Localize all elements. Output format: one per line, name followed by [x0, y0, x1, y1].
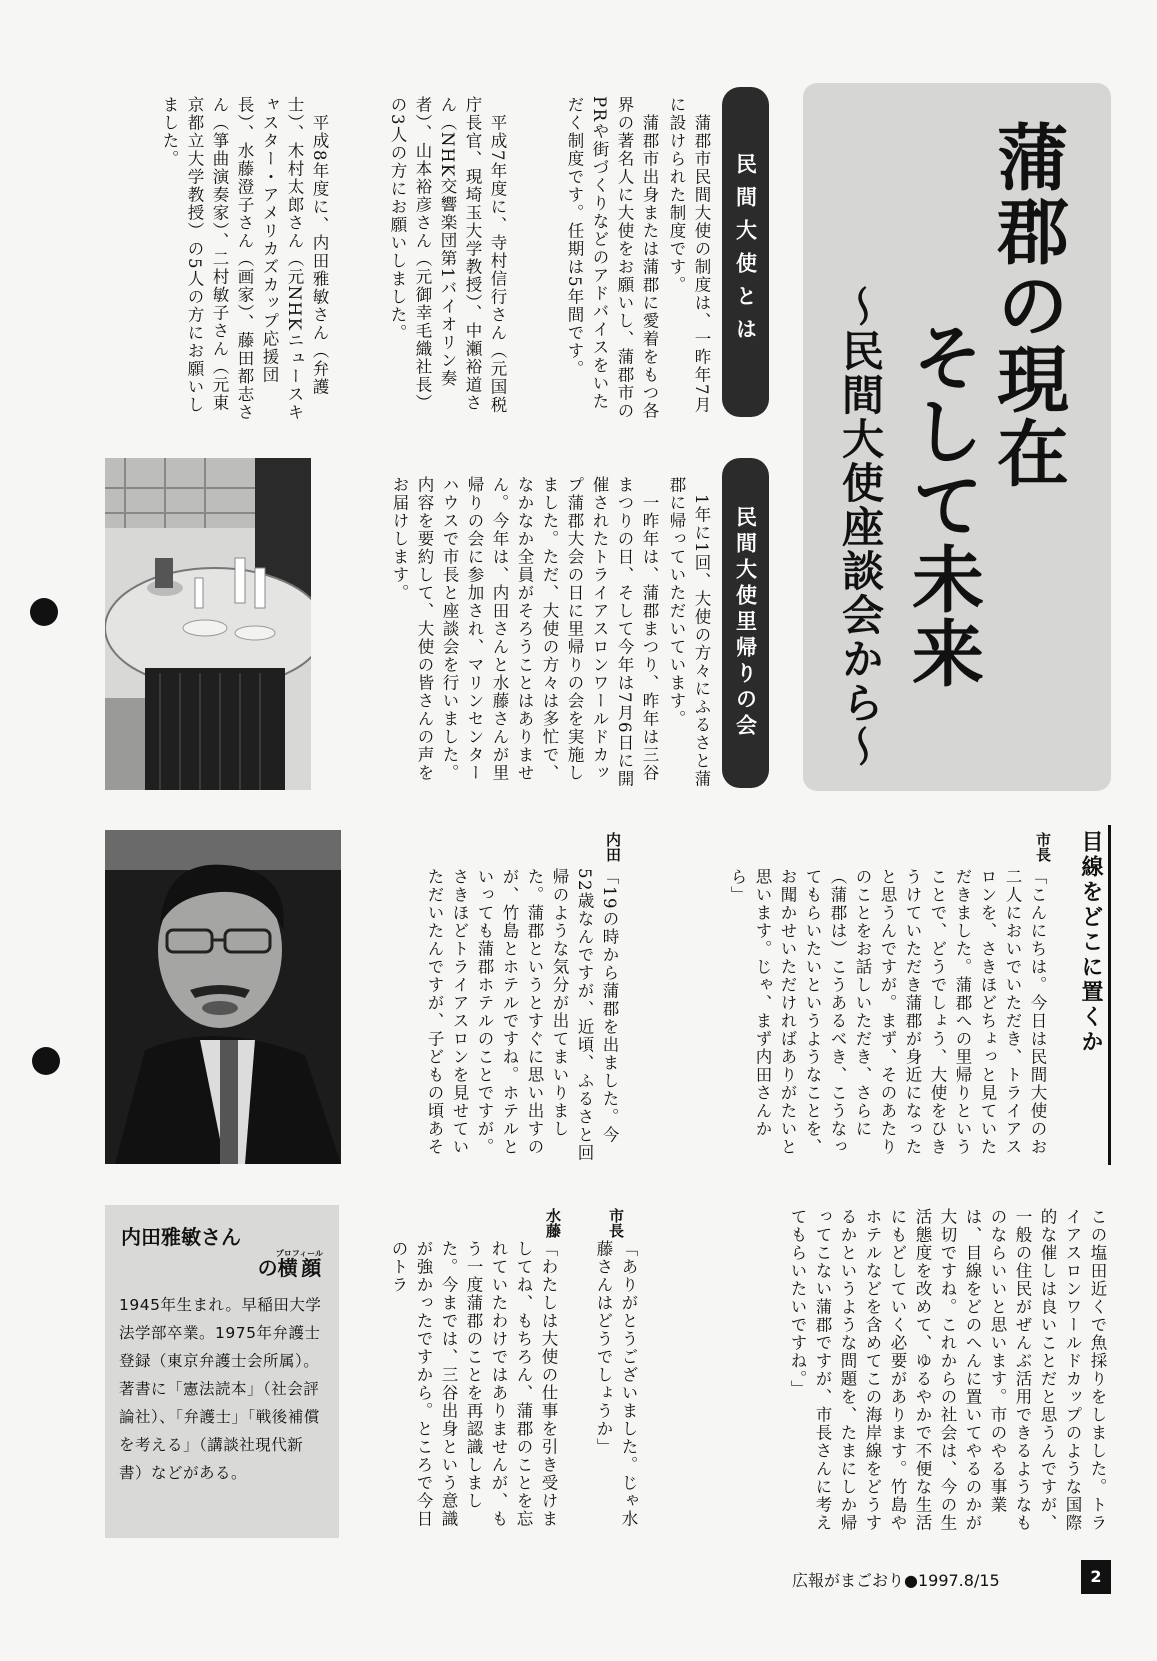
section-rule: [1108, 825, 1111, 1165]
uchida-remark-1: 「19の時から蒲郡を出ました。今52歳なんですが、近頃、ふるさと回帰のような気分が出てまいりました。蒲郡というとすぐに思い出すのが、竹島とホテルですね。ホテルといっても蒲郡ホテルのことですが。さきほどトライアスロンを見せていただいたんですが、子どもの頃あそ: [425, 868, 619, 1162]
section1-paragraph-2: 蒲郡市出身または蒲郡に愛着をもつ各界の著名人に大使をお願いし、蒲郡市のPRや街づくりなどのアドバイスをいただく制度です。任期は5年間です。: [565, 96, 659, 420]
photo-uchida-portrait-image: [105, 830, 341, 1164]
title-line-2: そして未来: [900, 320, 984, 690]
section-heading-viewpoint: 目線をどこに置くか: [1078, 830, 1103, 1055]
photo-meeting-table: [105, 458, 311, 790]
section1-paragraph-3: 平成7年度に、寺村信行さん（元国税庁長官、現埼玉大学教授）、中瀬裕道さん（NHK交響楽団第1バイオリン奏者）、山本裕彦さん（元御幸毛織社長）の3人の方にお願いしました。: [388, 96, 507, 414]
section-heading-homecoming: 民間大使里帰りの会: [722, 458, 769, 788]
profile-title-word: 横顔プロフィール: [275, 1249, 323, 1280]
profile-name: 内田雅敏さん: [121, 1225, 241, 1249]
suito-remark-1: 「わたしは大使の仕事を引き受けましてね、もちろん、蒲郡のことを忘れていたわけではありませんが、もう一度蒲郡のことを再認識しました。今までは、三谷出身という意識が強かったですから。ところで今日のトラ: [389, 1240, 558, 1528]
page-number: 2: [1081, 1560, 1111, 1594]
speaker-suito-1: 水藤: [544, 1208, 562, 1238]
speaker-mayor-1: 市長: [1034, 832, 1052, 862]
section1-paragraph-4: 平成8年度に、内田雅敏さん（弁護士）、木村太郎さん（元NHKニュースキャスター・アメリカズカップ応援団長）、水藤澄子さん（画家）、藤田都志さん（箏曲演奏家）、二村敏子さん（元東京都立大学教授）の5人の方にお願いしました。: [160, 96, 329, 422]
section1-paragraph-1: 蒲郡市民間大使の制度は、一昨年7月に設けられた制度です。: [667, 96, 711, 414]
speaker-mayor-2: 市長: [607, 1208, 625, 1238]
photo-uchida-portrait: [105, 830, 341, 1164]
title-line-1: 蒲郡の現在: [985, 120, 1069, 490]
binding-hole-bottom: [32, 1047, 60, 1075]
profile-title: [258, 1249, 323, 1281]
profile-title-no: の: [257, 1256, 278, 1280]
section2-paragraph-2: 一昨年は、蒲郡まつり、昨年は三谷まつりの日、そして今年は7月6日に開催されたトライアスロンワールドカップ蒲郡大会の日に里帰りの会を実施しました。ただ、大使の方々は多忙で、なかなか全員がそろうことはありません。今年は、内田さんと水藤さんが里帰りの会に参加され、マリンセンターハウスで市長と座談会を行いました。内容を要約して、大使の皆さんの声をお届けします。: [390, 476, 659, 788]
profile-body: 1945年生まれ。早稲田大学法学部卒業。1975年弁護士登録（東京弁護士会所属）。著書に「憲法読本」（社会評論社）、「弁護士」「戦後補償を考える」（講談社現代新書）などがある。: [119, 1296, 322, 1482]
section2-paragraph-1: 1年に1回、大使の方々にふるさと蒲郡に帰っていただいています。: [667, 476, 711, 788]
title-subtitle: ～民間大使座談会から～: [836, 285, 885, 769]
speaker-uchida-1: 内田: [604, 832, 622, 862]
mayor-remark-1: 「こんにちは。今日は民間大使のお二人においでいただき、トライアスロンを、さきほどちょっと見ていただきました。蒲郡への里帰りということで、どうでしょう、大使をひきうけていただき蒲郡が身近になったと思うんですが。まず、そのあたりのことをお話しいただき、さらに（蒲郡は）こうあるべき、こうなってもらいたいというようなことを、お聞かせいただければありがたいと思います。じゃ、まず内田さんから」: [728, 868, 1047, 1156]
photo-meeting-table-image: [105, 458, 311, 790]
mayor-remark-2: 「ありがとうございました。じゃ水藤さんはどうでしょうか」: [594, 1240, 638, 1528]
footer-publication: 広報がまごおり●1997.8/15: [792, 1571, 1000, 1590]
uchida-remark-1-continued: この塩田近くで魚採りをしました。トライアスロンワールドカップのような国際的な催しは良いことだと思うんですが、一般の住民がぜんぶ活用できるようなものならいいと思います。市のやる事業は、目線をどのへんに置いてやるのかが大切ですね。これからの社会は、今の生活態度を改めて、ゆるやかで不便な生活にもどしていく必要があります。竹島やホテルなどを含めてこの海岸線をどうするかというような問題を、たまにしか帰ってこない蒲郡ですが、市長さんに考えてもらいたいですね。」: [788, 1208, 1107, 1532]
binding-hole-top: [30, 598, 58, 626]
profile-box: [105, 1205, 339, 1538]
section-heading-ambassador: 民間大使とは: [722, 87, 769, 417]
